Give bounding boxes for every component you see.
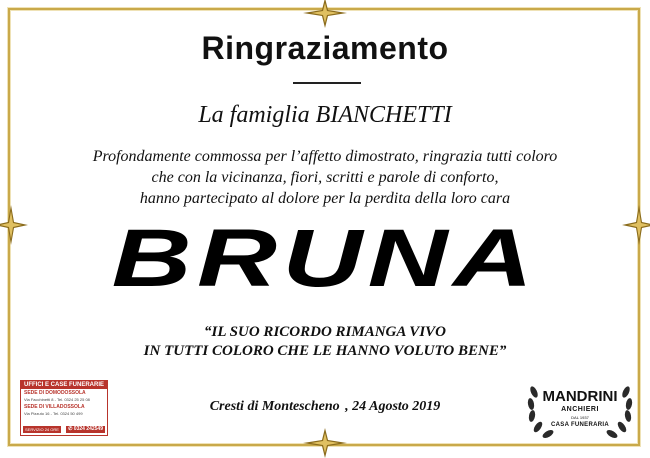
phone-icon: ✆ (68, 425, 73, 432)
top-star-ornament (303, 0, 347, 28)
office-phone (66, 426, 105, 433)
memorial-quote (0, 323, 650, 361)
office2-detail: Via Pizzuto 16 - Tel. 0324 50 499 (24, 411, 83, 416)
place: Cresti di Montescheno (209, 399, 340, 414)
quote-line: IN TUTTI COLORO CHE LE HANNO VOLUTO BENE” (143, 343, 507, 359)
office1-detail: Via Facchinetti 8 - Tel. 0324 25 25 08 (24, 397, 90, 402)
thanks-message (40, 146, 610, 209)
message-line: che con la vicinanza, fiori, scritti e parole di conforto, (151, 169, 499, 186)
heading-divider (293, 82, 361, 84)
quote-line: “IL SUO RICORDO RIMANGA VIVO (203, 324, 446, 340)
funeral-home-subtitle: ANCHIERI (561, 406, 599, 413)
service-tag: SERVIZIO 24 ORE (25, 426, 59, 432)
notice-heading: Ringraziamento (201, 30, 449, 66)
funeral-home-since: DAL 1937 (571, 415, 589, 420)
funeral-office-logo (20, 380, 108, 436)
family-surname: BIANCHETTI (315, 102, 452, 128)
family-line (0, 102, 650, 129)
bottom-star-ornament (303, 428, 347, 458)
deceased-name: BRUNA (111, 213, 539, 304)
office-footer (23, 425, 105, 433)
phone-number: 0324 242549 (73, 425, 103, 432)
date: 24 Agosto 2019 (352, 399, 441, 414)
message-line: Profondamente commossa per l’affetto dimostrato, ringrazia tutti coloro (92, 148, 558, 165)
funeral-home-logo (524, 378, 636, 440)
office-banner: UFFICI E CASE FUNERARIE (21, 381, 107, 389)
funeral-home-brand: MANDRINI (542, 388, 618, 405)
place-and-date: Cresti di Montescheno , 24 Agosto 2019 (209, 399, 441, 414)
message-line: hanno partecipato al dolore per la perdita della loro cara (139, 190, 511, 207)
office1-title: SEDE DI DOMODOSSOLA (24, 390, 86, 396)
funeral-home-kind: CASA FUNERARIA (551, 422, 609, 428)
family-prefix: La famiglia (198, 102, 310, 128)
office2-title: SEDE DI VILLADOSSOLA (24, 404, 85, 410)
